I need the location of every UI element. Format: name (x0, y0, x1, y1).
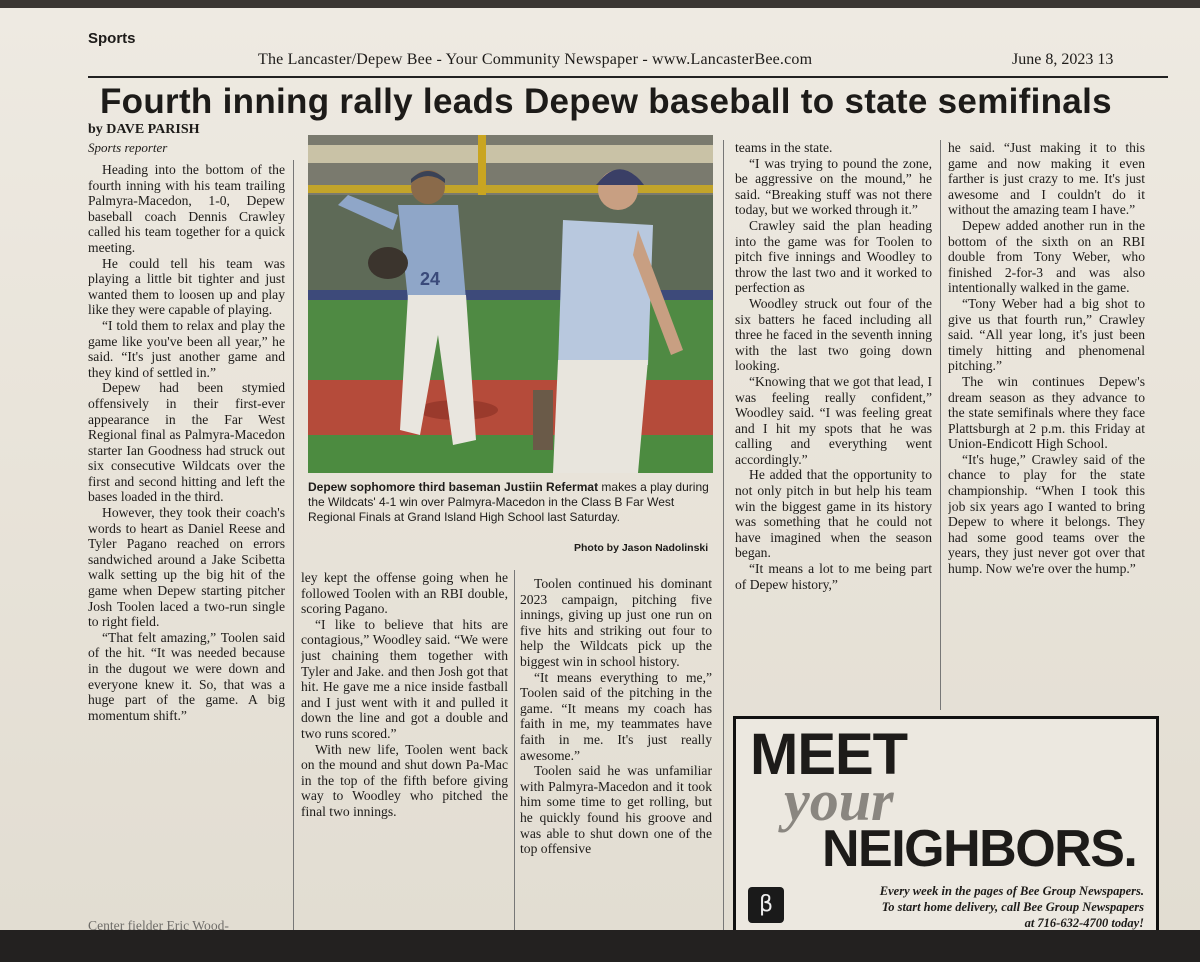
paragraph: “I like to believe that hits are contagious,” Woodley said. “We were just chaining them together with Tyler and Jake. and then Josh got that hit. He gave me a nice inside fastball and I just went with it and pulled it down the line and got a double and two runs scored.” (301, 616, 508, 741)
column-rule (940, 140, 941, 710)
paragraph: With new life, Toolen went back on the mound and shut down Pa-Mac in the top of the fifth before giving way to Woodley who pitched the final two innings. (301, 741, 508, 819)
paragraph: “It means a lot to me being part of Depew history,” (735, 561, 932, 592)
paragraph: The win continues Depew's dream season as they advance to the state semifinals where they face Plattsburgh at 2 p.m. this Friday at Union-Endicott High School. (948, 373, 1145, 452)
masthead: The Lancaster/Depew Bee - Your Community Newspaper - www.LancasterBee.com (258, 51, 813, 68)
paragraph: Woodley struck out four of the six batters he faced including all three he faced in the seventh inning with the last two going down looking. (735, 295, 932, 374)
paragraph: “I was trying to pound the zone, be aggressive on the mound,” he said. “Breaking stuff was not there today, but we worked through it.” (735, 155, 932, 218)
byline: by DAVE PARISH (88, 122, 200, 137)
ad-text-line: Every week in the pages of Bee Group Newspapers. (879, 884, 1144, 898)
column-rule (514, 570, 515, 930)
paragraph: Crawley said the plan heading into the game was for Toolen to pitch five innings and Woodley to throw the last two and it worked to perfection as (735, 217, 932, 296)
ad-text-line: at 716-632-4700 today! (1024, 916, 1144, 930)
article-column-3 (520, 576, 712, 930)
bee-logo-icon: β (748, 887, 784, 923)
article-column-5 (948, 140, 1145, 710)
caption-lead: Depew sophomore third baseman Justiin Refermat (308, 480, 599, 494)
ad-text-line: To start home delivery, call Bee Group Newspapers (881, 900, 1144, 914)
paragraph: “That felt amazing,” Toolen said of the hit. “It was needed because in the dugout we were down and everyone knew it. So, that was a huge part of the game. A big momentum shift.” (88, 629, 285, 723)
paragraph: “Tony Weber had a big shot to give us that fourth run,” Crawley said. “All year long, it's just been timely hitting and phenomenal pitching.” (948, 295, 1145, 374)
paragraph: Toolen said he was unfamiliar with Palmyra-Macedon and it took him some time to get rolling, but he quickly found his groove and was able to shut down one of the top offensive (520, 763, 712, 857)
ad-text (824, 883, 1144, 930)
paragraph: “I told them to relax and play the game like you've been all year,” he said. “It's just another game and they kind of settled in.” (88, 317, 285, 380)
paragraph: He added that the opportunity to not only pitch in but help his team win the biggest game in its history was something that he could not have imagined when the season began. (735, 467, 932, 561)
photo-illustration (308, 135, 713, 473)
paragraph: he said. “Just making it to this game and now making it even farther is just crazy to me. It's just awesome and I couldn't do it without the amazing team I have.” (948, 140, 1145, 218)
headline: Fourth inning rally leads Depew baseball to state semifinals (100, 82, 1112, 121)
paragraph: “It means everything to me,” Toolen said of the pitching in the game. “It means my coach has faith in me, my teammates have faith in me. It's just really awesome.” (520, 669, 712, 763)
paragraph: Heading into the bottom of the fourth inning with his team trailing Palmyra-Macedon, 1-0, Depew baseball coach Dennis Crawley called his team together for a quick meeting. (88, 162, 285, 255)
byline-role: Sports reporter (88, 140, 168, 155)
ad-title-neighbors: NEIGHBORS. (822, 820, 1137, 878)
column-rule (723, 140, 724, 930)
paragraph: Toolen continued his dominant 2023 campaign, pitching five innings, giving up just one run on five hits and striking out four to help the Wildcats pick up the biggest win in school history. (520, 576, 712, 669)
article-column-1 (88, 162, 285, 928)
photo-caption (308, 480, 713, 525)
baseball-photo (308, 135, 713, 473)
paragraph: teams in the state. (735, 140, 833, 155)
article-column-2 (301, 570, 508, 930)
paragraph: “Knowing that we got that lead, I was feeling really confident,” Woodley said. “I was feeling great and I hit my spots that he was calling and everything went accordingly.” (735, 373, 932, 467)
paragraph: “It's huge,” Crawley said of the chance to play for the state championship. “When I took this job six years ago I wanted to bring Depew to where it belongs. They had some good teams over the years, they just never got over that hump. Now we're over the hump.” (948, 451, 1145, 577)
header-rule (88, 76, 1168, 78)
caption-text: makes a play during the Wildcats' 4-1 win over Palmyra-Macedon in the Class B Far West Regional Finals at Grand Island High School last Saturday. (308, 480, 709, 524)
ad-title-meet: MEET (750, 722, 908, 787)
ad-title-your: your (784, 768, 894, 833)
paragraph: Depew added another run in the bottom of the sixth on an RBI double from Tony Weber, who finished 2-for-3 and was also intentionally walked in the game. (948, 217, 1145, 296)
table-surface (0, 930, 1200, 962)
cutoff-line: Center fielder Eric Wood- (88, 918, 229, 930)
date-and-page-number: June 8, 2023 13 (1012, 51, 1114, 68)
section-label: Sports (88, 30, 136, 47)
paragraph: ley kept the offense going when he followed Toolen with an RBI double, scoring Pagano. (301, 570, 508, 617)
meet-your-neighbors-ad (733, 716, 1159, 930)
paragraph: Depew had been stymied offensively in their first-ever appearance in the Far West Regional final as Palmyra-Macedon starter Ian Goodness had struck out six consecutive Wildcats over the first and second hitting and left the bases loaded in the third. (88, 380, 285, 505)
jersey-number: 24 (420, 269, 441, 289)
article-column-4 (735, 140, 932, 710)
paragraph: However, they took their coach's words to heart as Daniel Reese and Tyler Pagano reached on errors sandwiched around a Jake Scibetta walk setting up the big hit of the game when Depew starting pitcher Josh Toolen laced a two-run single to right field. (88, 505, 285, 630)
photo-credit: Photo by Jason Nadolinski (574, 542, 709, 554)
column-rule (293, 160, 294, 930)
paragraph: He could tell his team was playing a little bit tighter and just wanted them to loosen up and play like they were capable of playing. (88, 255, 285, 318)
page-top-edge (0, 0, 1200, 8)
